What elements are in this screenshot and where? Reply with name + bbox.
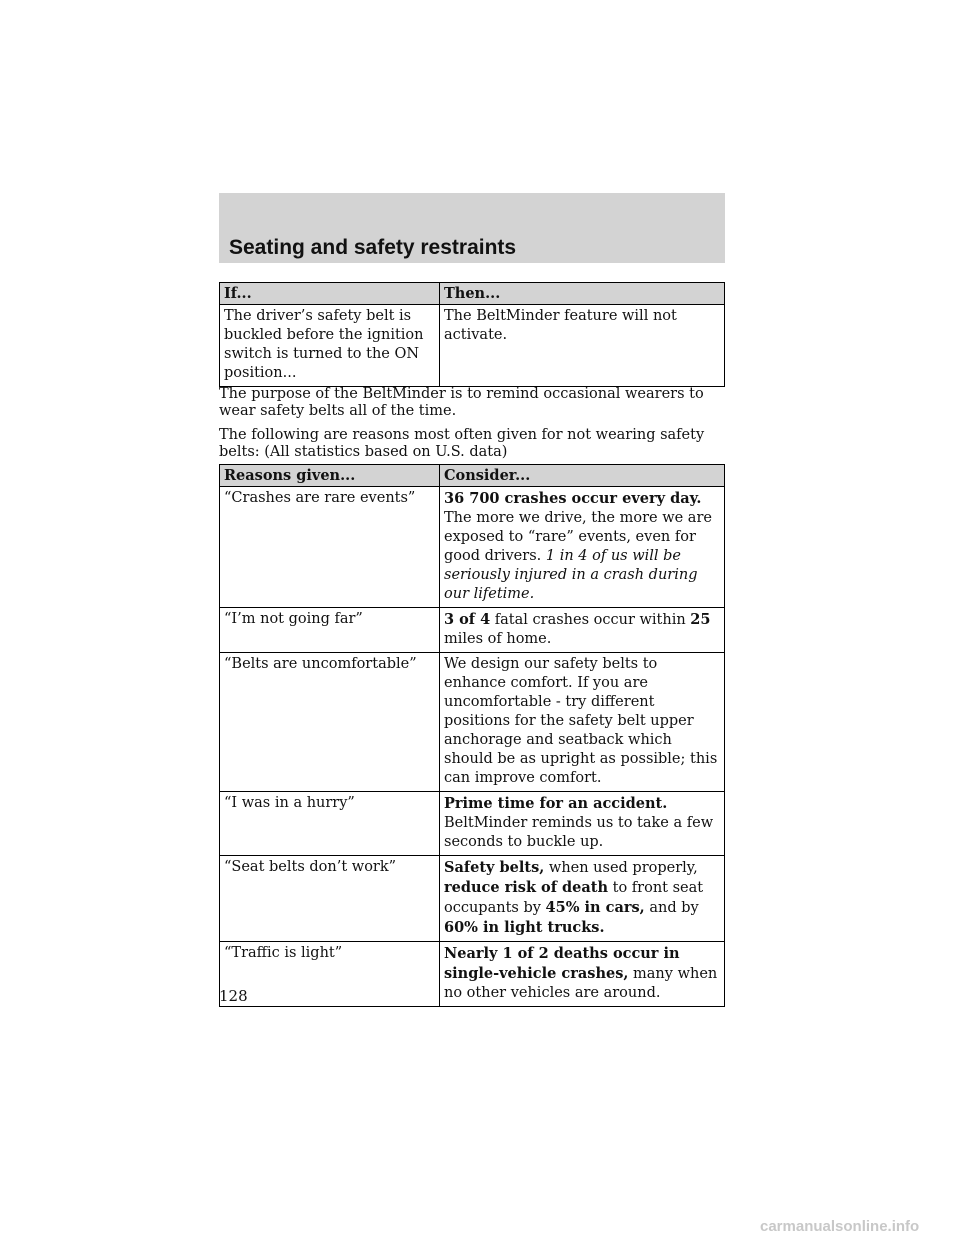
consider-text-segment: Safety belts, (444, 859, 545, 876)
consider-text-segment: 45% in cars, (545, 899, 645, 916)
consider-text-segment: 60% in light trucks. (444, 919, 605, 936)
table-row (220, 487, 725, 608)
consider-text-segment: 3 of 4 (444, 611, 491, 628)
consider-cell (440, 942, 725, 1007)
consider-text-segment: to front seat occupants by (444, 880, 704, 916)
consider-text-segment: many when no other vehicles are around. (444, 966, 718, 1001)
table-header-row (220, 283, 725, 305)
consider-text-segment: Nearly 1 of 2 deaths occur in single-vehicle crashes, (444, 945, 680, 982)
consider-text-segment: and by (644, 900, 699, 916)
consider-text-segment: The more we drive, the more we are exposed to “rare” events, even for good drivers. (444, 510, 712, 564)
table-row (220, 942, 725, 1007)
column-header-then: Then... (440, 283, 725, 305)
consider-cell (440, 856, 725, 942)
purpose-paragraph: The purpose of the BeltMinder is to remind occasional wearers to wear safety belts all of the time. (219, 386, 704, 419)
reason-cell: “Traffic is light” (220, 942, 440, 1007)
consider-text-segment: 36 700 crashes occur every day. (444, 490, 702, 507)
consider-cell (440, 653, 725, 792)
reasons-intro-paragraph: The following are reasons most often given for not wearing safety belts: (All statistics based on U.S. data) (219, 427, 705, 460)
consider-text-segment: when used properly, (544, 860, 698, 876)
reason-cell: “I was in a hurry” (220, 792, 440, 856)
column-header-consider: Consider... (440, 465, 725, 487)
consider-text-segment: miles of home. (444, 631, 552, 647)
consider-text-segment: 25 (690, 611, 711, 628)
beltminder-condition-table (219, 282, 725, 387)
reason-cell: “Crashes are rare events” (220, 487, 440, 608)
section-title: Seating and safety restraints (229, 236, 517, 259)
condition-cell: The driver’s safety belt is buckled before the ignition switch is turned to the ON position... (220, 305, 440, 387)
table-row (220, 792, 725, 856)
section-header (219, 193, 725, 263)
consider-cell (440, 487, 725, 608)
consider-text-segment: fatal crashes occur within (490, 612, 691, 628)
watermark: carmanualsonline.info (760, 1218, 920, 1235)
consider-text-segment: We design our safety belts to enhance comfort. If you are uncomfortable - try different positions for the safety belt upper anchorage and seatback which should be as upright as possible; this can improve comfort. (444, 656, 718, 786)
column-header-reasons: Reasons given... (220, 465, 440, 487)
page-number: 128 (219, 987, 248, 1005)
consider-text-segment: Prime time for an accident. (444, 795, 668, 812)
reason-cell: “Seat belts don’t work” (220, 856, 440, 942)
result-cell: The BeltMinder feature will not activate. (440, 305, 725, 387)
table-row (220, 305, 725, 387)
consider-cell (440, 792, 725, 856)
consider-cell (440, 608, 725, 653)
reason-cell: “I’m not going far” (220, 608, 440, 653)
table-row (220, 608, 725, 653)
column-header-if: If... (220, 283, 440, 305)
table-row (220, 653, 725, 792)
consider-text-segment: 1 in 4 of us will be seriously injured in a crash during our lifetime. (444, 548, 698, 602)
consider-text-segment: BeltMinder reminds us to take a few seconds to buckle up. (444, 815, 714, 850)
consider-text-segment: reduce risk of death (444, 879, 609, 896)
reasons-table (219, 464, 725, 1007)
table-row (220, 856, 725, 942)
reason-cell: “Belts are uncomfortable” (220, 653, 440, 792)
table-header-row (220, 465, 725, 487)
